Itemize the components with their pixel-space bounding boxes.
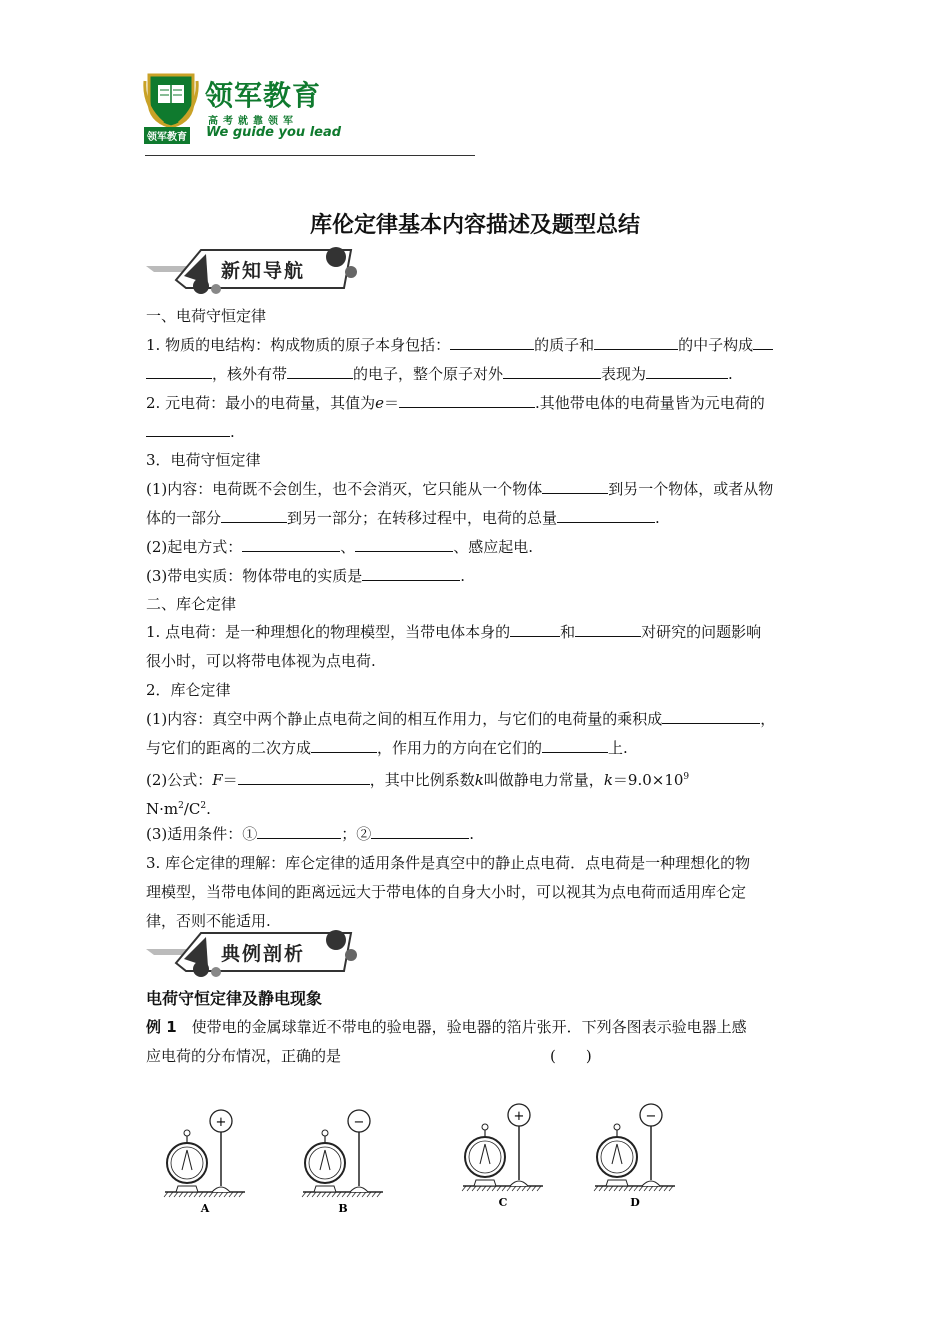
- ball-charge-sign: +: [513, 1109, 525, 1124]
- brand-slogan-cn: 高考就靠领军: [208, 116, 298, 127]
- example-label: 例 1: [146, 1018, 177, 1036]
- electroscope-option-a: [164, 1110, 245, 1215]
- electroscope-option-c: [462, 1104, 543, 1209]
- electroscope-figure: [160, 1100, 690, 1225]
- brand-slogan-en: We guide you lead: [206, 125, 342, 140]
- paragraph-line: (3)带电实质：物体带电的实质是 .: [146, 562, 811, 591]
- electroscope-option-d: [594, 1104, 675, 1209]
- section-banner-new-knowledge: [146, 246, 361, 296]
- example-question: 例 1 使带电的金属球靠近不带电的验电器，验电器的箔片张开．下列各图表示验电器上感: [146, 1018, 747, 1036]
- brand-tag: 领军教育: [144, 127, 190, 144]
- document-title: 库伦定律基本内容描述及题型总结: [309, 213, 640, 238]
- paragraph-line: 3．电荷守恒定律: [146, 451, 261, 469]
- ball-charge-sign: −: [353, 1115, 365, 1130]
- paragraph-line: 与它们的距离的二次方成 ，作用力的方向在它们的 上.: [146, 734, 811, 763]
- banner-label: 新知导航: [221, 260, 306, 282]
- section-heading: 一、电荷守恒定律: [146, 307, 267, 325]
- option-label: A: [200, 1202, 210, 1215]
- section-heading: 二、库仑定律: [146, 595, 237, 613]
- ball-charge-sign: −: [645, 1109, 657, 1124]
- ball-charge-sign: +: [215, 1115, 227, 1130]
- banner-label: 典例剖析: [221, 943, 306, 965]
- paragraph-line: 2. 元电荷：最小的电荷量，其值为e＝ .其他带电体的电荷量皆为元电荷的: [146, 389, 811, 418]
- option-label: C: [498, 1196, 508, 1209]
- paragraph-line: (1)内容：真空中两个静止点电荷之间的相互作用力，与它们的电荷量的乘积成 ，: [146, 705, 811, 734]
- paragraph-line: 1. 物质的电结构：构成物质的原子本身包括： 的质子和 的中子构成: [146, 331, 811, 360]
- paragraph-line: (3)适用条件：① ；② .: [146, 820, 811, 849]
- header-rule: [145, 155, 475, 156]
- option-label: B: [338, 1202, 348, 1215]
- paragraph-line: ，核外有带 的电子，整个原子对外 表现为 .: [146, 360, 811, 389]
- electroscope-option-b: [302, 1110, 383, 1215]
- paragraph-line: 2．库仑定律: [146, 681, 231, 699]
- paragraph-line: 理模型，当带电体间的距离远远大于带电体的自身大小时，可以视其为点电荷而适用库仑定: [146, 883, 747, 901]
- paragraph-line: (1)内容：电荷既不会创生，也不会消灭，它只能从一个物体 到另一个物体，或者从物: [146, 475, 811, 504]
- paragraph-line: .: [146, 418, 811, 447]
- paragraph-line: 1. 点电荷：是一种理想化的物理模型，当带电体本身的 和 对研究的问题影响: [146, 618, 811, 647]
- answer-bracket: ( ): [550, 1047, 592, 1065]
- paragraph-line: 体的一部分 到另一部分；在转移过程中，电荷的总量 .: [146, 504, 811, 533]
- example-question: 应电荷的分布情况，正确的是: [146, 1047, 342, 1065]
- option-label: D: [630, 1196, 640, 1209]
- topic-heading: 电荷守恒定律及静电现象: [146, 989, 323, 1008]
- paragraph-line: $N\cdot m^2/C^2$.: [146, 800, 211, 818]
- paragraph-line: 很小时，可以将带电体视为点电荷.: [146, 652, 376, 670]
- section-banner-examples: [146, 929, 361, 979]
- paragraph-line: (2)起电方式： 、 、感应起电.: [146, 533, 811, 562]
- paragraph-line: 3. 库仑定律的理解：库仑定律的适用条件是真空中的静止点电荷．点电荷是一种理想化的物: [146, 854, 751, 872]
- paragraph-line: (2)公式：F＝ ，其中比例系数k叫做静电力常量，$k=9.0\times 10^9$: [146, 763, 811, 795]
- brand-name: 领军教育: [205, 79, 322, 112]
- paragraph-line: 律，否则不能适用.: [146, 912, 271, 930]
